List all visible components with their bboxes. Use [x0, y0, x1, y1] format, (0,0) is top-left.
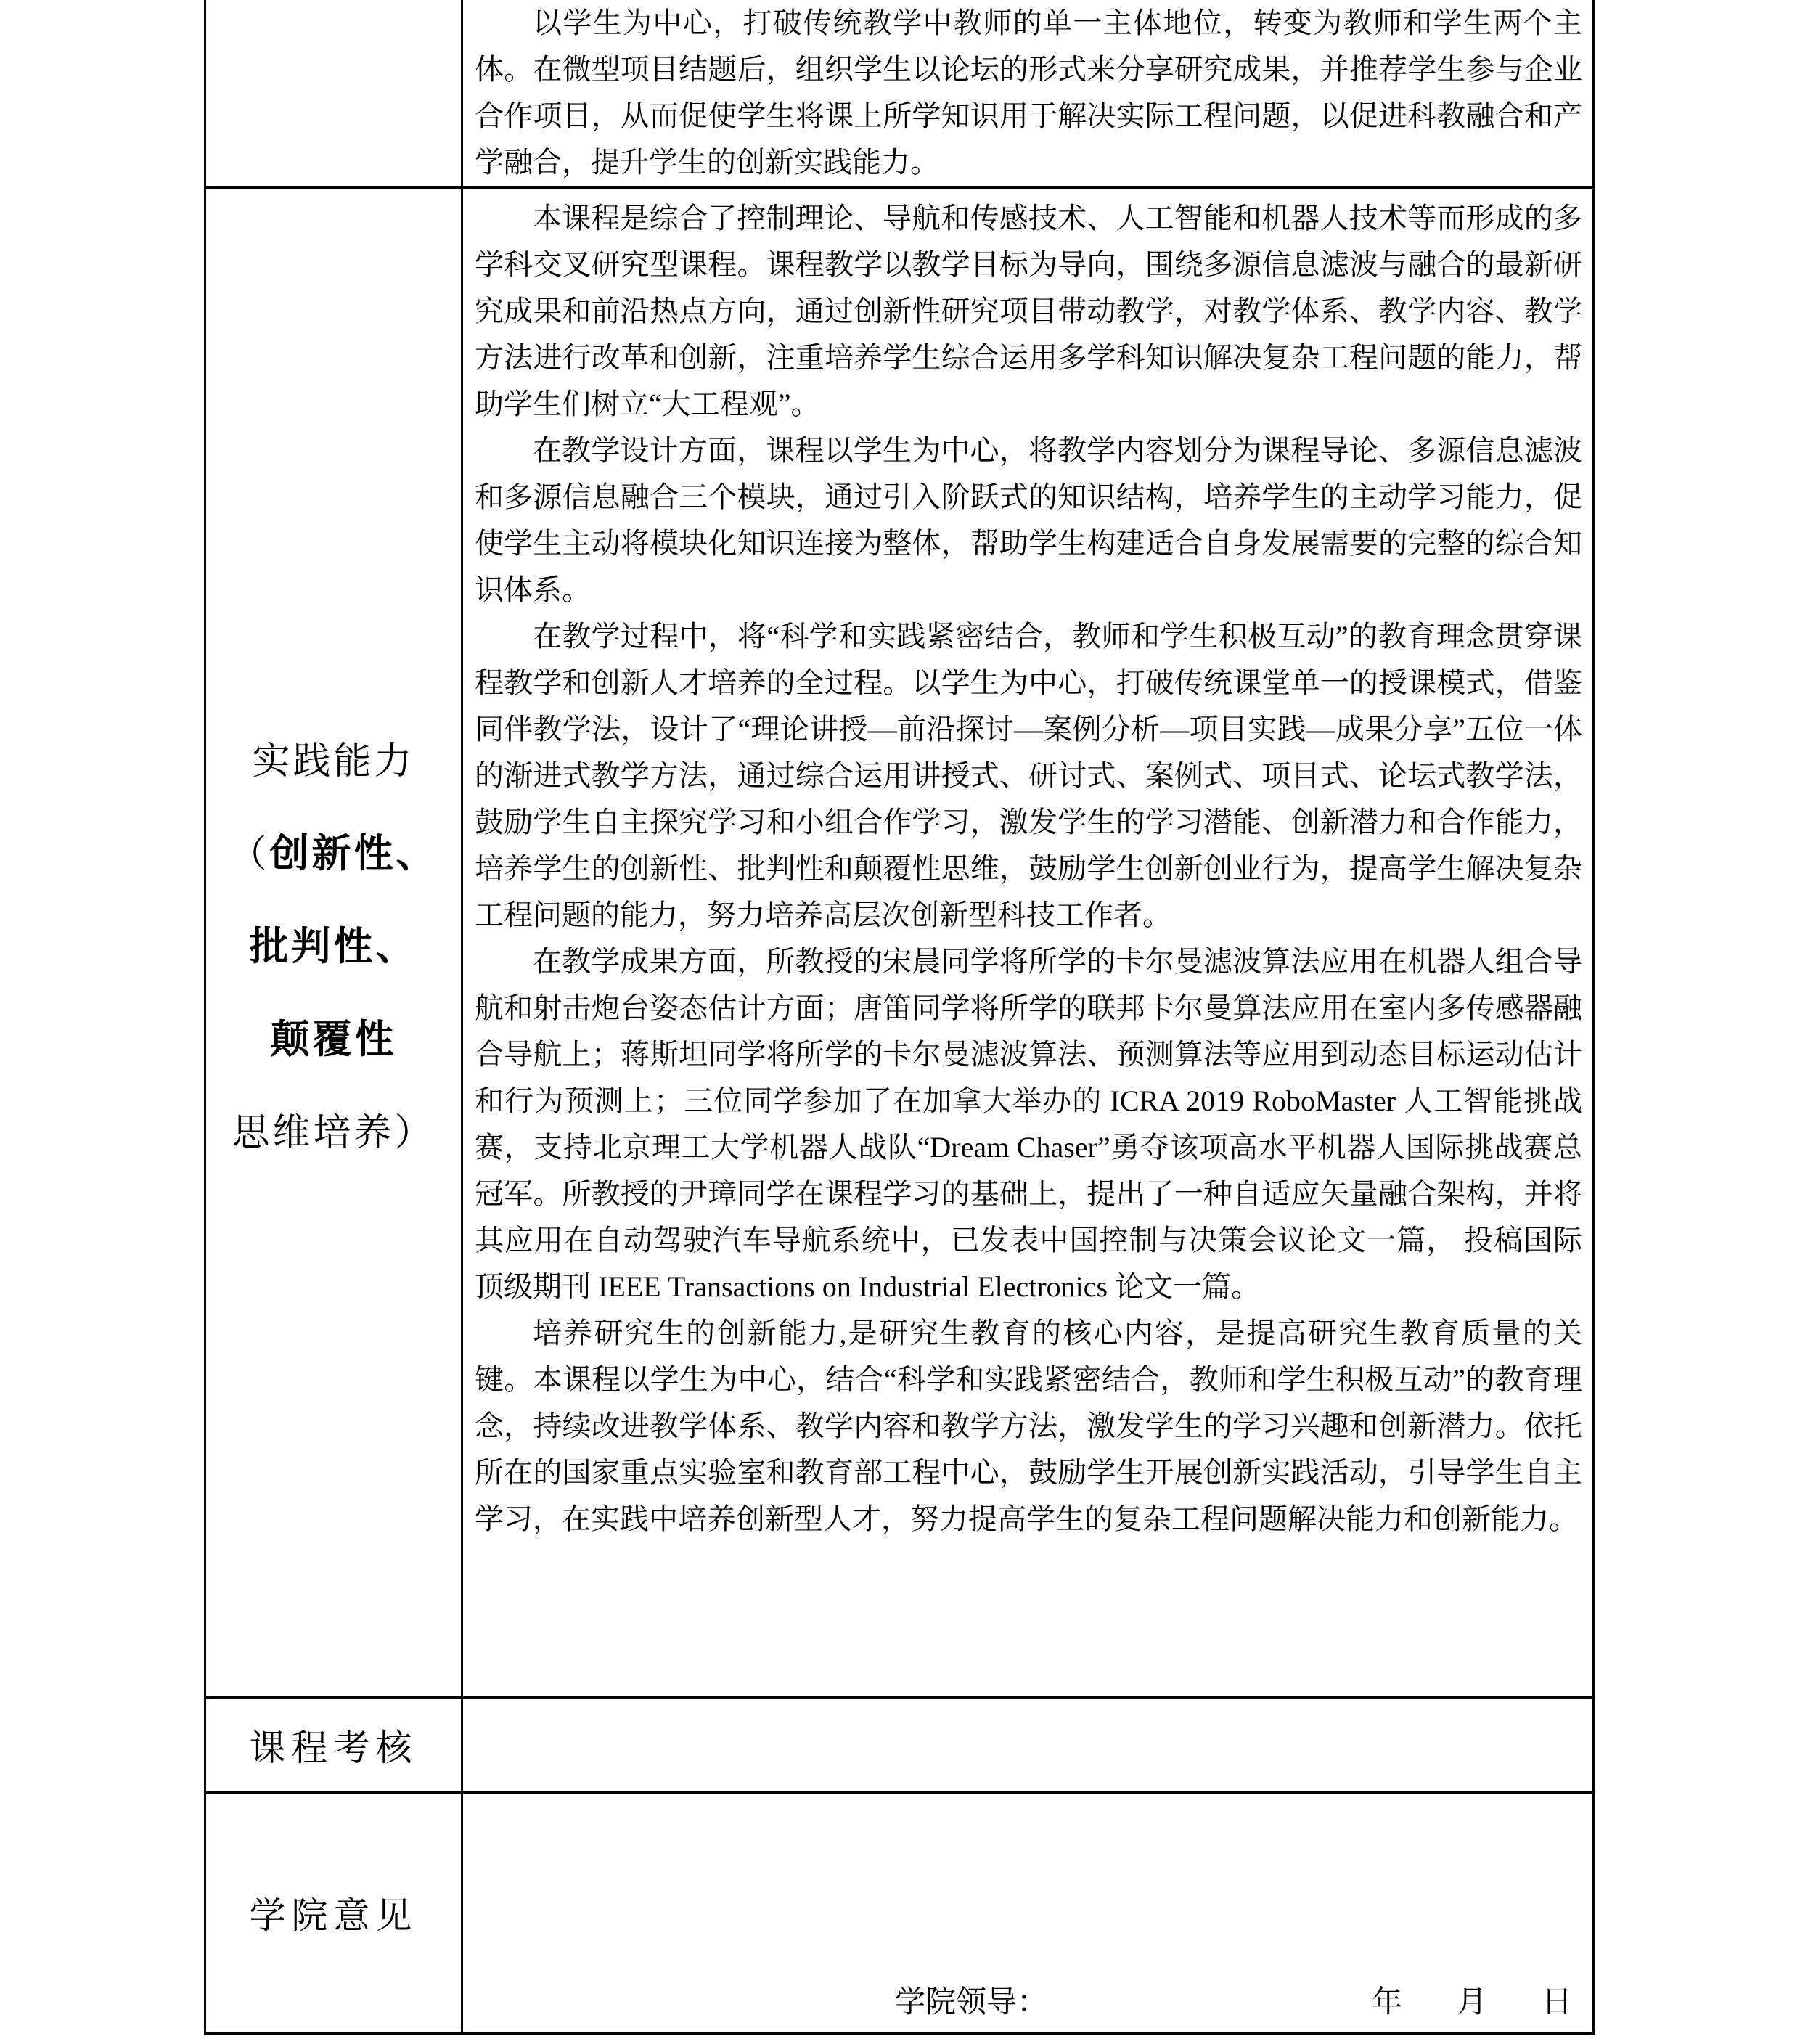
practice-label-text-1: 实践能力	[252, 740, 415, 782]
date-month-label: 月	[1456, 1986, 1487, 2019]
practice-label-line-1	[252, 711, 414, 804]
assessment-label-cell	[206, 1699, 463, 1791]
practice-paragraph-1: 本课程是综合了控制理论、导航和传感技术、人工智能和机器人技术等而形成的多学科交叉研究型课程。课程教学以教学目标为导向，围绕多源信息滤波与融合的最新研究成果和前沿热点方向，通过创新性研究项目带动教学，对教学体系、教学内容、教学方法进行改革和创新，注重培养学生综合运用多学科知识解决复杂工程问题的能力，帮助学生们树立“大工程观”。	[475, 202, 1582, 420]
practice-paragraph-3: 在教学过程中，将“科学和实践紧密结合，教师和学生积极互动”的教育理念贯穿课程教学和创新人才培养的全过程。以学生为中心，打破传统课堂单一的授课模式，借鉴同伴教学法，设计了“理论讲授—前沿探讨—案例分析—项目实践—成果分享”五位一体的渐进式教学方法，通过综合运用讲授式、研讨式、案例式、项目式、论坛式教学法，鼓励学生自主探究学习和小组合作学习，激发学生的学习潜能、创新潜力和合作能力，培养学生的创新性、批判性和颠覆性思维，鼓励学生创新创业行为，提高学生解决复杂工程问题的能力，努力培养高层次创新型科技工作者。	[475, 620, 1582, 931]
practice-row	[206, 189, 1592, 1699]
practice-label-line-4	[271, 989, 397, 1082]
practice-label-text-3: 批判性、	[249, 924, 418, 968]
overflow-row	[206, 0, 1592, 189]
overflow-paragraph: 以学生为中心，打破传统教学中教师的单一主体地位，转变为教师和学生两个主体。在微型项目结题后，组织学生以论坛的形式来分享研究成果，并推荐学生参与企业合作项目，从而促使学生将课上所学知识用于解决实际工程问题，以促进科教融合和产学融合，提升学生的创新实践能力。	[475, 7, 1582, 179]
practice-label-text-5: 思维培养	[232, 1112, 395, 1154]
college-row	[206, 1794, 1592, 2032]
college-label: 学院意见	[249, 1895, 418, 1936]
assessment-row	[206, 1699, 1592, 1794]
practice-label-cell	[206, 189, 463, 1696]
college-signature-line	[895, 1978, 1572, 2021]
course-evaluation-table	[204, 0, 1595, 2035]
practice-label-line-3	[250, 896, 418, 989]
practice-label-text-4: 颠覆性	[270, 1017, 397, 1061]
practice-paragraph-5: 培养研究生的创新能力,是研究生教育的核心内容，是提高研究生教育质量的关键。本课程以学生为中心，结合“科学和实践紧密结合，教师和学生积极互动”的教育理念，持续改进教学体系、教学内容和教学方法，激发学生的学习兴趣和创新潜力。依托所在的国家重点实验室和教育部工程中心，鼓励学生开展创新实践活动，引导学生自主学习，在实践中培养创新型人才，努力提高学生的复杂工程问题解决能力和创新能力。	[475, 1317, 1582, 1535]
practice-label-text-2: 创新性、	[269, 831, 438, 875]
practice-label-open-paren: （	[229, 833, 270, 875]
practice-label-line-5	[232, 1082, 435, 1175]
college-leader-signature-label: 学院领导：	[895, 1986, 1048, 2019]
overflow-row-label-cell	[206, 0, 463, 186]
date-day-label: 日	[1541, 1986, 1572, 2019]
assessment-body-cell	[463, 1699, 1592, 1791]
practice-text	[463, 189, 1592, 1542]
college-body-cell	[463, 1794, 1592, 2032]
practice-label-close-paren: ）	[394, 1112, 435, 1154]
date-blank-line	[1372, 1978, 1572, 2021]
practice-paragraph-4: 在教学成果方面，所教授的宋晨同学将所学的卡尔曼滤波算法应用在机器人组合导航和射击炮台姿态估计方面；唐笛同学将所学的联邦卡尔曼算法应用在室内多传感器融合导航上；蒋斯坦同学将所学的卡尔曼滤波算法、预测算法等应用到动态目标运动估计和行为预测上；三位同学参加了在加拿大举办的 ICRA 2019 RoboMaster 人工智能挑战赛，支持北京理工大学机器人战队“Dream Chaser”勇夺该项高水平机器人国际挑战赛总冠军。所教授的尹璋同学在课程学习的基础上，提出了一种自适应矢量融合架构，并将其应用在自动驾驶汽车导航系统中，已发表中国控制与决策会议论文一篇， 投稿国际顶级期刊 IEEE Transactions on Industrial Electronics 论文一篇。	[475, 945, 1582, 1303]
overflow-text	[463, 0, 1592, 186]
date-year-label: 年	[1371, 1986, 1402, 2019]
assessment-label: 课程考核	[249, 1728, 418, 1768]
practice-paragraph-2: 在教学设计方面，课程以学生为中心，将教学内容划分为课程导论、多源信息滤波和多源信息融合三个模块，通过引入阶跃式的知识结构，培养学生的主动学习能力，促使学生主动将模块化知识连接为整体，帮助学生构建适合自身发展需要的完整的综合知识体系。	[475, 434, 1582, 606]
college-label-cell	[206, 1794, 463, 2032]
overflow-row-body-cell	[463, 0, 1592, 186]
practice-body-cell	[463, 189, 1592, 1696]
practice-label-line-2	[229, 804, 438, 896]
